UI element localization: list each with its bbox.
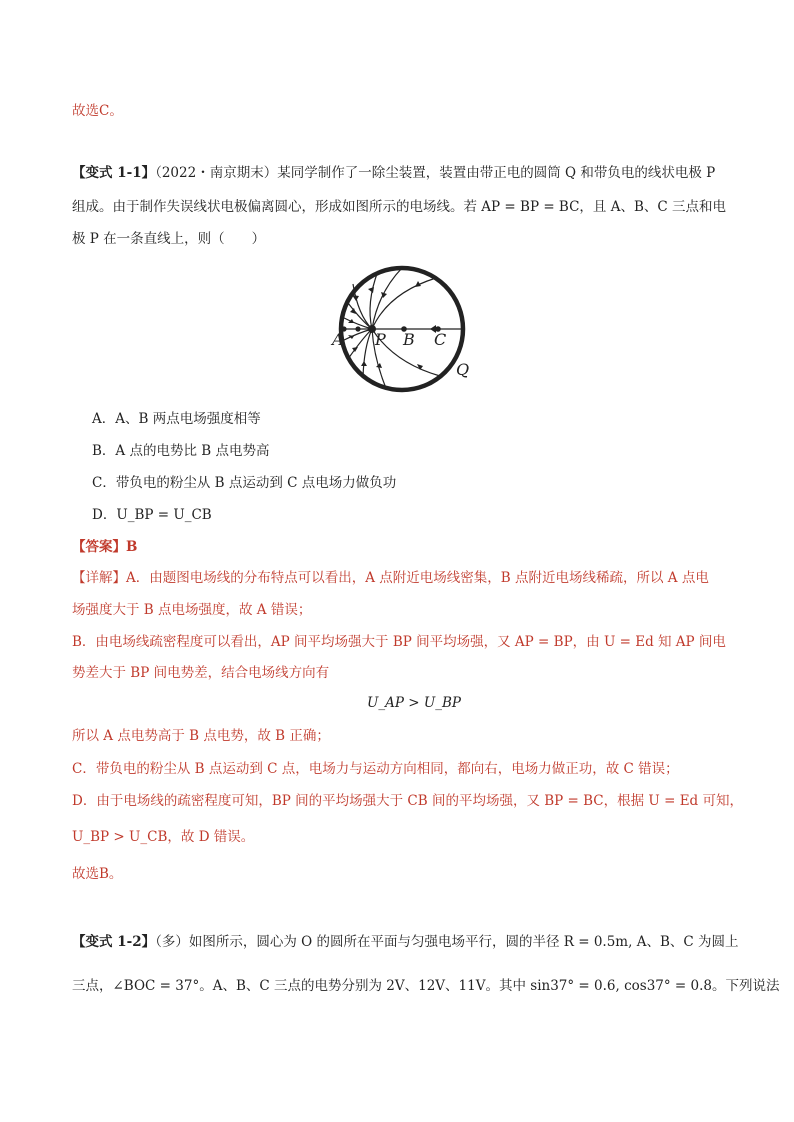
q1-stem-text-1: （2022・南京期末）某同学制作了一除尘装置，装置由带正电的圆筒 Q 和带负电的线状电极 P [155,165,716,181]
analysis-line-2: 场强度大于 B 点电场强度，故 A 错误； [72,602,312,618]
label-c: C [434,330,447,349]
q2-stem-text-1: （多）如图所示，圆心为 O 的圆所在平面与匀强电场平行，圆的半径 R = 0.5m, A、B、C 为圆上 [155,934,739,950]
prev-conclusion: 故选C。 [72,103,123,119]
analysis-line-7: D．由于电场线的疏密程度可知，BP 间的平均场强大于 CB 间的平均场强，又 BP = BC，根据 U = Ed 可知， [72,793,743,809]
analysis-line-5: 所以 A 点电势高于 B 点电势，故 B 正确； [72,728,330,744]
q1-stem-line-2: 组成。由于制作失误线状电极偏离圆心，形成如图所示的电场线。若 AP = BP = BC，且 A、B、C 三点和电 [72,199,726,215]
field-line-figure [318,263,478,399]
analysis-line-4: 势差大于 BP 间电势差，结合电场线方向有 [72,665,330,681]
option-c: C．带负电的粉尘从 B 点运动到 C 点电场力做负功 [92,475,397,491]
analysis-formula: U_AP > U_BP [367,695,461,711]
answer-label: 【答案】B [72,539,138,555]
label-a: A [332,330,344,349]
option-a: A．A、B 两点电场强度相等 [92,411,261,427]
q1-conclusion: 故选B。 [72,866,123,882]
q2-stem-line-1 [72,932,739,952]
option-b: B．A 点的电势比 B 点电势高 [92,443,270,459]
q1-tag: 【变式 1-1】 [72,165,156,181]
analysis-line-3: B．由电场线疏密程度可以看出，AP 间平均场强大于 BP 间平均场强，又 AP = BP，由 U = Ed 知 AP 间电 [72,634,726,650]
analysis-line-6: C．带负电的粉尘从 B 点运动到 C 点，电场力与运动方向相同，都向右，电场力做正功，故 C 错误； [72,761,679,777]
analysis-line-8: U_BP > U_CB，故 D 错误。 [72,829,255,845]
analysis-line-1: 【详解】A．由题图电场线的分布特点可以看出，A 点附近电场线密集，B 点附近电场线稀疏，所以 A 点电 [72,570,709,586]
q2-stem-line-2: 三点，∠BOC = 37°。A、B、C 三点的电势分别为 2V、12V、11V。其中 sin37° = 0.6, cos37° = 0.8。下列说法 [72,978,780,994]
label-b: B [403,330,415,349]
q1-stem-line-3: 极 P 在一条直线上，则（ ） [72,231,266,247]
option-d: D．U_BP = U_CB [92,507,212,523]
label-q: Q [456,360,470,379]
label-p: P [375,330,386,349]
q1-stem-line-1 [72,163,715,183]
q2-tag: 【变式 1-2】 [72,934,156,950]
point-a2 [355,326,360,331]
